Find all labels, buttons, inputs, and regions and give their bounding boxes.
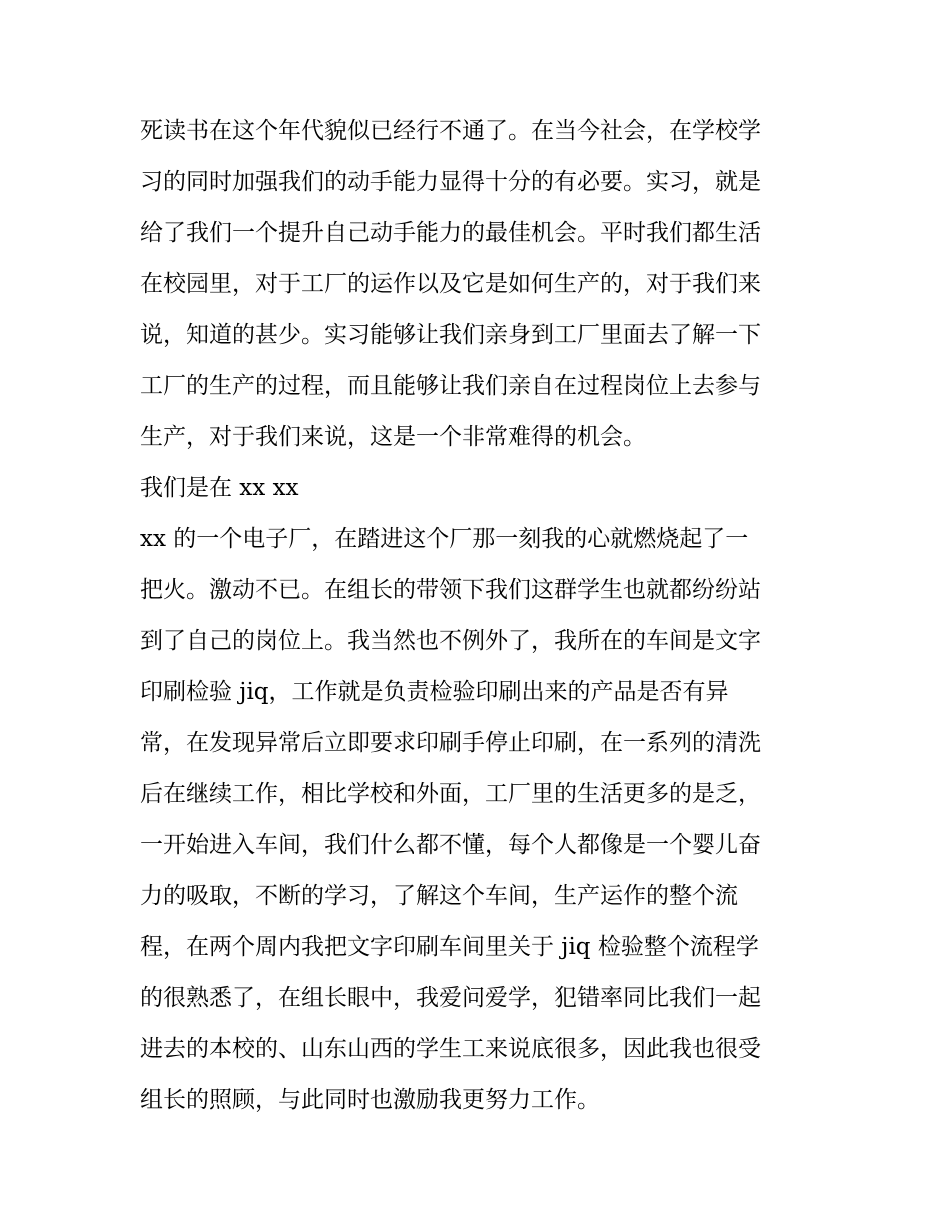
text-line: 我们是在 xx xx [140,475,299,501]
text-line: 习的同时加强我们的动手能力显得十分的有必要。实习，就是 [140,169,761,195]
text-line: 在校园里，对于工厂的运作以及它是如何生产的，对于我们来 [140,271,761,297]
text-line: 印刷检验 jiq，工作就是负责检验印刷出来的产品是否有异 [140,679,729,705]
text-line: xx 的一个电子厂，在踏进这个厂那一刻我的心就燃烧起了一 [140,526,749,552]
text-line: 死读书在这个年代貌似已经行不通了。在当今社会，在学校学 [140,118,761,144]
text-line: 到了自己的岗位上。我当然也不例外了，我所在的车间是文字 [140,628,761,654]
text-line: 说，知道的甚少。实习能够让我们亲身到工厂里面去了解一下 [140,322,761,348]
text-line: 力的吸取，不断的学习，了解这个车间，生产运作的整个流 [140,883,738,909]
body-text [140,106,820,1126]
text-line: 一开始进入车间，我们什么都不懂，每个人都像是一个婴儿奋 [140,832,761,858]
text-line: 把火。激动不已。在组长的带领下我们这群学生也就都纷纷站 [140,577,761,603]
text-line: 程，在两个周内我把文字印刷车间里关于 jiq 检验整个流程学 [140,934,759,960]
text-line: 的很熟悉了，在组长眼中，我爱问爱学，犯错率同比我们一起 [140,985,761,1011]
text-line: 组长的照顾，与此同时也激励我更努力工作。 [140,1087,600,1113]
text-line: 后在继续工作，相比学校和外面，工厂里的生活更多的是乏， [140,781,761,807]
text-line: 工厂的生产的过程，而且能够让我们亲自在过程岗位上去参与 [140,373,761,399]
text-line: 给了我们一个提升自己动手能力的最佳机会。平时我们都生活 [140,220,761,246]
text-line: 进去的本校的、山东山西的学生工来说底很多，因此我也很受 [140,1036,761,1062]
text-line: 生产，对于我们来说，这是一个非常难得的机会。 [140,424,646,450]
text-line: 常，在发现异常后立即要求印刷手停止印刷，在一系列的清洗 [140,730,761,756]
